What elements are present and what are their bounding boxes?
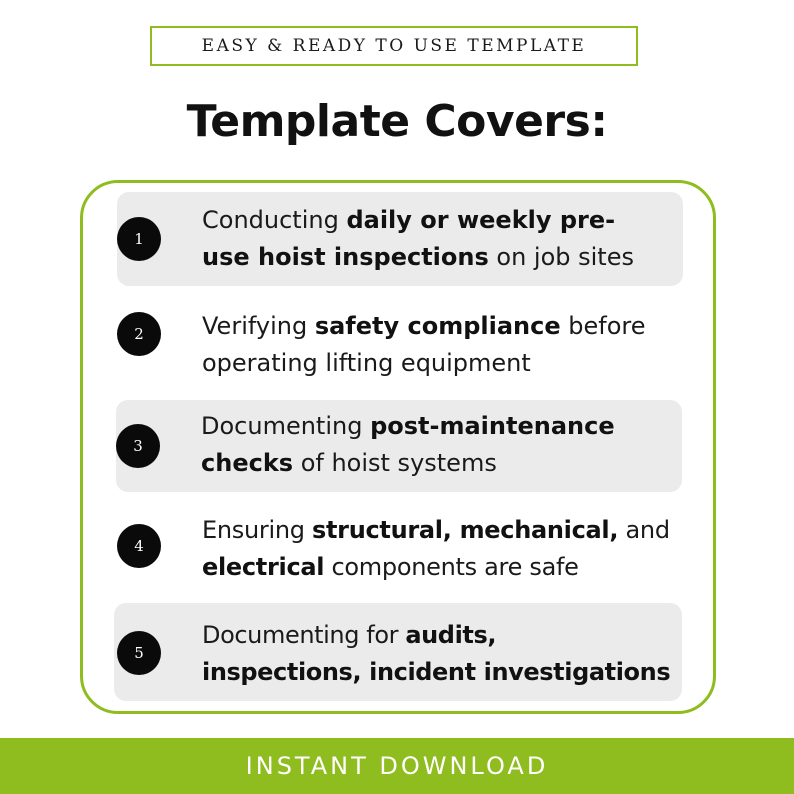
- item-4-text-bold: structural, mechanical,: [312, 516, 619, 544]
- item-3-text-bold: post-maintenance: [370, 412, 615, 440]
- item-4-text-regular-3: components are safe: [324, 553, 579, 581]
- item-2-text-regular-2: before: [560, 312, 646, 340]
- item-text-3: [201, 408, 691, 482]
- list-item-2: [117, 296, 683, 390]
- item-4-line-1: [202, 512, 707, 549]
- item-4-text-regular: Ensuring: [202, 516, 312, 544]
- item-1-text-regular-2: on job sites: [488, 243, 634, 271]
- item-1-text-regular: Conducting: [202, 206, 347, 234]
- item-4-text-regular-2: and: [618, 516, 670, 544]
- list-item-1: [117, 192, 683, 286]
- item-5-text-bold: audits,: [405, 621, 497, 649]
- item-3-text-regular: Documenting: [201, 412, 371, 440]
- item-5-line-1: [202, 617, 680, 654]
- item-1-text-bold-2: use hoist inspections: [202, 243, 489, 271]
- number-badge-5: 5: [117, 631, 161, 675]
- item-3-line-1: [201, 408, 691, 445]
- item-5-line-2: [202, 654, 680, 691]
- item-5-text-bold-2: inspections, incident investigations: [202, 658, 671, 686]
- item-3-text-bold-2: checks: [201, 449, 294, 477]
- item-3-text-regular-2: of hoist systems: [293, 449, 497, 477]
- item-1-text-bold: daily or weekly pre-: [346, 206, 616, 234]
- item-4-text-bold-2: electrical: [202, 553, 325, 581]
- list-item-5: [114, 603, 682, 701]
- item-3-line-2: [201, 445, 691, 482]
- number-badge-3: 3: [116, 424, 160, 468]
- item-5-text-regular: Documenting for: [202, 621, 406, 649]
- template-badge: EASY & READY TO USE TEMPLATE: [150, 26, 638, 66]
- item-2-line-2: [202, 345, 692, 382]
- item-text-2: [202, 308, 692, 382]
- number-badge-2: 2: [117, 312, 161, 356]
- list-item-3: [116, 400, 682, 492]
- item-2-text-regular: Verifying: [202, 312, 315, 340]
- item-4-line-2: [202, 549, 707, 586]
- item-1-line-2: [202, 239, 692, 276]
- list-item-4: [117, 500, 707, 594]
- instant-download-banner: INSTANT DOWNLOAD: [0, 738, 794, 794]
- item-2-line-1: [202, 308, 692, 345]
- item-1-line-1: [202, 202, 692, 239]
- number-badge-4: 4: [117, 524, 161, 568]
- page-title: Template Covers:: [186, 96, 608, 147]
- item-text-4: [202, 512, 707, 586]
- number-badge-1: 1: [117, 217, 161, 261]
- item-text-5: [202, 617, 680, 691]
- item-2-text-bold: safety compliance: [314, 312, 561, 340]
- item-text-1: [202, 202, 692, 276]
- item-2-text-regular-3: operating lifting equipment: [202, 349, 531, 377]
